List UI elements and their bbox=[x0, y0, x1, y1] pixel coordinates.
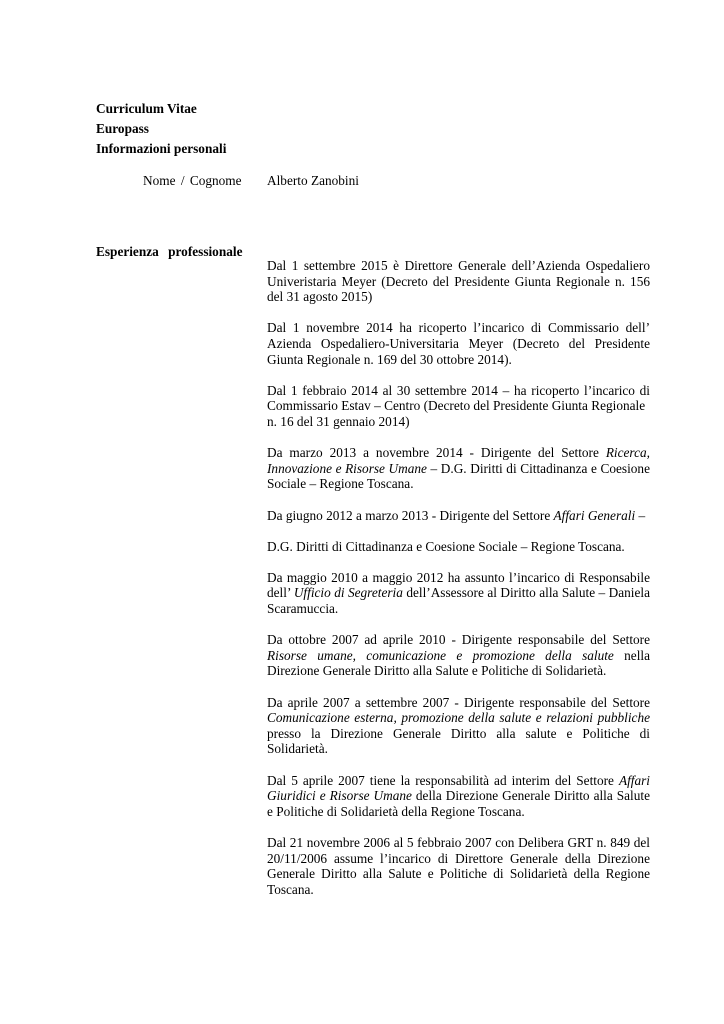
entry-text: – bbox=[635, 507, 646, 523]
entry-italic-text: Ricerca, Innovazione e Risorse Umane bbox=[267, 445, 650, 476]
experience-entry bbox=[267, 695, 650, 757]
entry-text: della Direzione Generale Diritto alla Salute e Politiche di Solidarietà della Regione Toscana. bbox=[267, 788, 650, 819]
entry-text: Da marzo 2013 a novembre 2014 - Dirigente del Settore bbox=[267, 445, 606, 461]
entry-text: Dal 1 novembre 2014 ha ricoperto l’incarico di Commissario dell’ Azienda Ospedaliero-Universitaria Meyer (Decreto del Presidente Giunta Regionale n. 169 del 30 ottobre 2014). bbox=[267, 320, 650, 367]
experience-entry bbox=[267, 258, 650, 305]
entry-text: Da ottobre 2007 ad aprile 2010 - Dirigente responsabile del Settore bbox=[267, 632, 650, 648]
experience-entry bbox=[267, 632, 650, 679]
entry-italic-text: Risorse umane, comunicazione e promozione della salute bbox=[267, 647, 614, 663]
entry-text: Dal 1 settembre 2015 è Direttore Generale dell’Azienda Ospedaliero Univeristaria Meyer (Decreto del Presidente Giunta Regionale n. 156 del 31 agosto 2015) bbox=[267, 258, 650, 305]
entry-text: presso la Direzione Generale Diritto alla salute e Politiche di Solidarietà. bbox=[267, 725, 650, 757]
entry-text: Da aprile 2007 a settembre 2007 - Dirigente responsabile del Settore bbox=[267, 694, 650, 710]
cv-subtitle: Europass bbox=[96, 121, 149, 136]
entry-text: Da maggio 2010 a maggio 2012 ha assunto l’incarico di Responsabile dell’ bbox=[267, 569, 650, 601]
experience-entry bbox=[267, 383, 650, 430]
experience-list bbox=[267, 258, 650, 897]
name-value: Alberto Zanobini bbox=[267, 173, 359, 188]
entry-text: D.G. Diritti di Cittadinanza e Coesione Sociale – Regione Toscana. bbox=[267, 538, 625, 554]
entry-text: Dal 1 febbraio 2014 al 30 settembre 2014 – ha ricoperto l’incarico di Commissario Estav – Centro (Decreto del Presidente Giunta Regionale bbox=[267, 382, 650, 414]
entry-text: nella Direzione Generale Diritto alla Salute e Politiche di Solidarietà. bbox=[267, 647, 650, 679]
experience-entry bbox=[267, 320, 650, 367]
experience-entry bbox=[267, 508, 650, 555]
experience-entry bbox=[267, 445, 650, 492]
personal-info-heading: Informazioni personali bbox=[96, 141, 227, 156]
entry-italic-text: Comunicazione esterna, promozione della salute e relazioni pubbliche bbox=[267, 710, 650, 726]
entry-italic-text: Affari Generali bbox=[553, 507, 636, 523]
entry-text: Dal 5 aprile 2007 tiene la responsabilità ad interim del Settore bbox=[267, 772, 619, 788]
experience-entry bbox=[267, 570, 650, 617]
name-label: Nome / Cognome bbox=[143, 173, 242, 188]
entry-italic-text: Ufficio di Segreteria bbox=[293, 585, 403, 601]
experience-entry bbox=[267, 773, 650, 820]
entry-text: Da giugno 2012 a marzo 2013 - Dirigente del Settore bbox=[267, 507, 554, 523]
entry-text: – D.G. Diritti di Cittadinanza e Coesione Sociale – Regione Toscana. bbox=[267, 460, 650, 492]
experience-heading: Esperienza professionale bbox=[96, 244, 243, 259]
entry-text: Dal 21 novembre 2006 al 5 febbraio 2007 con Delibera GRT n. 849 del 20/11/2006 assume l’incarico di Direttore Generale della Direzione Generale Diritto alla Salute e Politiche di Solidarietà della Regione Toscana. bbox=[267, 834, 650, 897]
entry-text: n. 16 del 31 gennaio 2014) bbox=[267, 413, 410, 429]
cv-title: Curriculum Vitae bbox=[96, 101, 197, 116]
experience-entry bbox=[267, 835, 650, 897]
entry-italic-text: Affari Giuridici e Risorse Umane bbox=[267, 772, 650, 804]
entry-text: dell’Assessore al Diritto alla Salute – Daniela Scaramuccia. bbox=[267, 585, 650, 617]
